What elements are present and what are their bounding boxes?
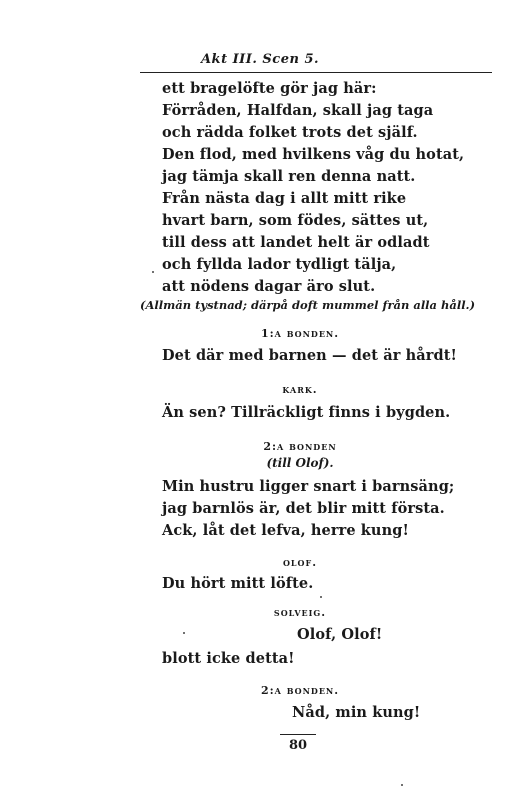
speaker-direction: (till Olof). — [266, 456, 334, 470]
verse-line: ett bragelöfte gör jag här: — [162, 80, 377, 97]
dialogue-line: Min hustru ligger snart i barnsäng; — [162, 478, 455, 495]
page-number: 80 — [288, 738, 308, 753]
verse-line: Från nästa dag i allt mitt rike — [162, 190, 407, 207]
speaker-olof: olof. — [282, 556, 318, 569]
stage-direction: (Allmän tystnad; därpå doft mummel från alla håll.) — [140, 298, 476, 312]
verse-line: och rädda folket trots det själf. — [162, 124, 418, 141]
dialogue-line: Ack, låt det lefva, herre kung! — [162, 522, 409, 539]
dialogue-line: Nåd, min kung! — [292, 704, 421, 721]
dialogue-line: Det där med barnen — det är hårdt! — [162, 347, 457, 364]
footer-rule — [280, 734, 316, 735]
verse-line: att nödens dagar äro slut. — [162, 278, 376, 295]
print-speck — [401, 784, 403, 786]
speaker-solveig: solveig. — [273, 606, 327, 619]
verse-line: till dess att landet helt är odladt — [162, 234, 430, 251]
speaker-first-farmer: 1:a bonden. — [260, 327, 340, 340]
header-rule — [140, 72, 492, 73]
print-speck — [152, 271, 154, 273]
speaker-kark: kark. — [282, 383, 318, 396]
dialogue-line: jag barnlös är, det blir mitt första. — [162, 500, 445, 517]
dialogue-line: Än sen? Tillräckligt finns i bygden. — [162, 404, 451, 421]
speaker-second-farmer: 2:a bonden. — [260, 684, 340, 697]
verse-line: hvart barn, som födes, sättes ut, — [162, 212, 429, 229]
verse-line: Den flod, med hvilkens våg du hotat, — [162, 146, 465, 163]
print-speck — [183, 632, 185, 634]
dialogue-line: Du hört mitt löfte. — [162, 575, 314, 592]
dialogue-line: blott icke detta! — [162, 650, 295, 667]
print-speck — [320, 596, 322, 598]
verse-line: jag tämja skall ren denna natt. — [162, 168, 416, 185]
dialogue-line: Olof, Olof! — [297, 626, 383, 643]
verse-line: Förråden, Halfdan, skall jag taga — [162, 102, 434, 119]
running-header: Akt III. Scen 5. — [200, 52, 320, 67]
verse-line: och fyllda lador tydligt tälja, — [162, 256, 397, 273]
speaker-second-farmer: 2:a bonden — [263, 440, 337, 453]
